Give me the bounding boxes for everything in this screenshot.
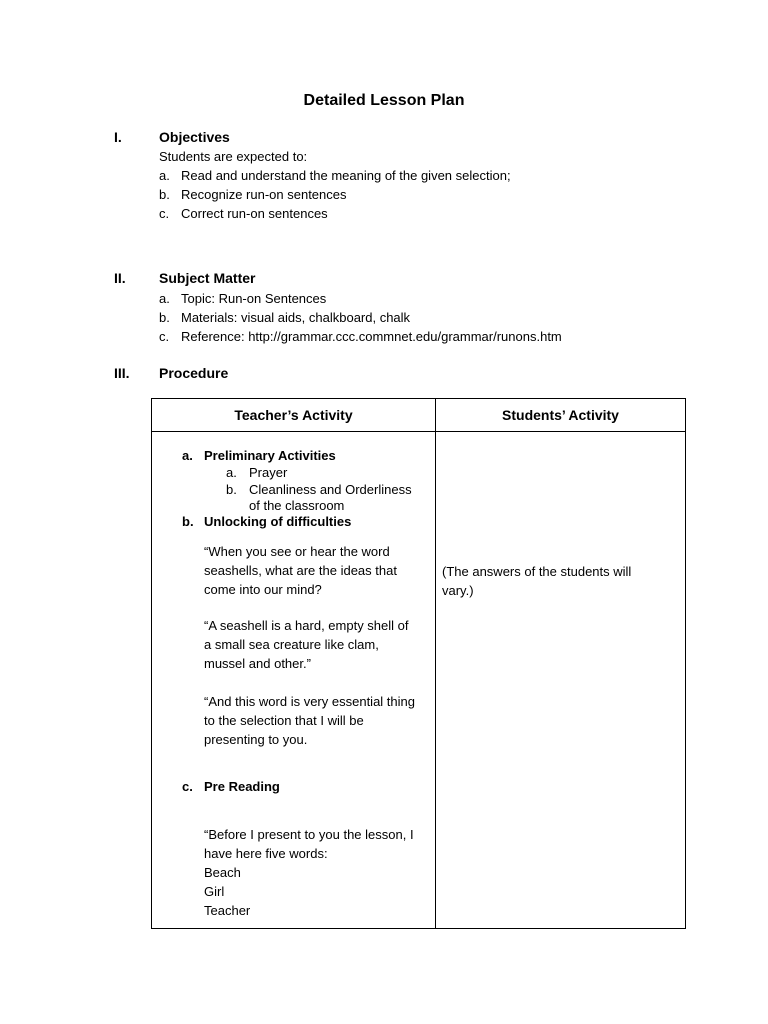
section-subject-numeral: II. bbox=[114, 270, 126, 286]
sub-item-text-cont: of the classroom bbox=[249, 498, 345, 513]
word-item: Girl bbox=[204, 884, 225, 899]
objective-item: b. Recognize run-on sentences bbox=[159, 187, 347, 202]
objectives-intro: Students are expected to: bbox=[159, 149, 308, 164]
teacher-activity-cell bbox=[152, 432, 436, 929]
quote-line: presenting to you. bbox=[204, 732, 308, 747]
subject-item: c. Reference: http://grammar.ccc.commnet.edu/grammar/runons.htm bbox=[159, 329, 562, 344]
subject-item: a. Topic: Run-on Sentences bbox=[159, 291, 327, 306]
section-subject-heading: Subject Matter bbox=[159, 270, 256, 286]
quote-line: a small sea creature like clam, bbox=[204, 637, 379, 652]
objective-item: a. Read and understand the meaning of the given selection; bbox=[159, 168, 511, 183]
quote-line: have here five words: bbox=[204, 846, 328, 861]
subject-item: b. Materials: visual aids, chalkboard, chalk bbox=[159, 310, 411, 325]
sub-item-text: Cleanliness and Orderliness bbox=[249, 482, 412, 497]
students-activity-cell bbox=[436, 432, 686, 929]
quote-line: seashells, what are the ideas that bbox=[204, 563, 397, 578]
section-procedure-numeral: III. bbox=[114, 365, 130, 381]
quote-line: to the selection that I will be bbox=[204, 713, 364, 728]
step-a-heading: Preliminary Activities bbox=[204, 448, 336, 463]
section-objectives-numeral: I. bbox=[114, 129, 122, 145]
sub-item-label: a. bbox=[226, 465, 237, 480]
quote-line: come into our mind? bbox=[204, 582, 322, 597]
student-answer-line: (The answers of the students will bbox=[442, 564, 632, 579]
quote-line: mussel and other.” bbox=[204, 656, 311, 671]
header-teacher-activity: Teacher’s Activity bbox=[152, 399, 436, 432]
objective-item: c. Correct run-on sentences bbox=[159, 206, 328, 221]
quote-line: “When you see or hear the word bbox=[204, 544, 390, 559]
step-b-heading: Unlocking of difficulties bbox=[204, 514, 352, 529]
quote-line: “Before I present to you the lesson, I bbox=[204, 827, 414, 842]
section-procedure-heading: Procedure bbox=[159, 365, 229, 381]
student-answer-line: vary.) bbox=[442, 583, 474, 598]
procedure-table bbox=[151, 398, 686, 929]
step-c-heading: Pre Reading bbox=[204, 779, 280, 794]
page-title: Detailed Lesson Plan bbox=[303, 92, 465, 109]
header-students-activity: Students’ Activity bbox=[436, 399, 686, 432]
word-item: Beach bbox=[204, 865, 241, 880]
sub-item-text: Prayer bbox=[249, 465, 288, 480]
sub-item-label: b. bbox=[226, 482, 237, 497]
quote-line: “And this word is very essential thing bbox=[204, 694, 415, 709]
word-item: Teacher bbox=[204, 903, 251, 918]
step-a-label: a. bbox=[182, 448, 193, 463]
quote-line: “A seashell is a hard, empty shell of bbox=[204, 618, 409, 633]
step-c-label: c. bbox=[182, 779, 193, 794]
step-b-label: b. bbox=[182, 514, 194, 529]
section-objectives-heading: Objectives bbox=[159, 129, 230, 145]
